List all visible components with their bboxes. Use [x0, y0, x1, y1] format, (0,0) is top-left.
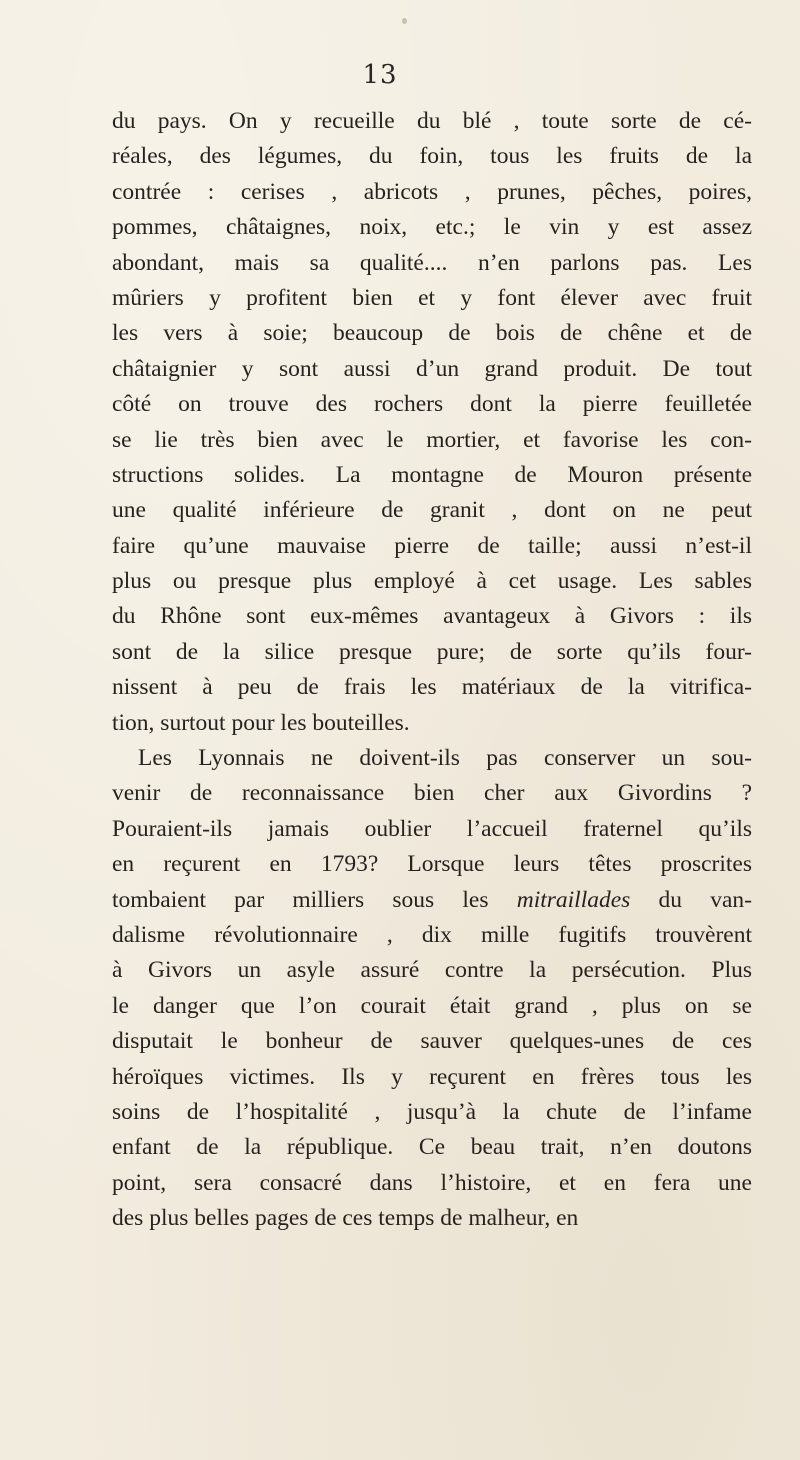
text-line: pommes, châtaignes, noix, etc.; le vin y est assez: [112, 214, 752, 241]
text-line: tombaient par milliers sous les mitraillades du van-: [112, 886, 752, 913]
text-line: faire qu’une mauvaise pierre de taille; aussi n’est-il: [112, 532, 752, 559]
text-line: châtaignier y sont aussi d’un grand produit. De tout: [112, 355, 752, 382]
text-line: Les Lyonnais ne doivent-ils pas conserver un sou-: [138, 745, 752, 772]
text-line: point, sera consacré dans l’histoire, et en fera une: [112, 1169, 752, 1196]
text-line: du pays. On y recueille du blé , toute sorte de cé-: [112, 108, 752, 134]
text-line: Pouraient-ils jamais oublier l’accueil fraternel qu’ils: [112, 815, 752, 842]
text-line: tion, surtout pour les bouteilles.: [112, 709, 410, 736]
text-line: dalisme révolutionnaire , dix mille fugitifs trouvèrent: [112, 921, 752, 948]
text-line: abondant, mais sa qualité.... n’en parlons pas. Les: [112, 249, 752, 276]
page-number: 13: [362, 60, 398, 90]
text-line: à Givors un asyle assuré contre la persécution. Plus: [112, 957, 752, 984]
text-line: du Rhône sont eux-mêmes avantageux à Givors : ils: [112, 603, 752, 630]
text-line: une qualité inférieure de granit , dont on ne peut: [112, 497, 752, 524]
text-line: héroïques victimes. Ils y reçurent en frères tous les: [112, 1063, 752, 1090]
text-line: le danger que l’on courait était grand , plus on se: [112, 992, 752, 1019]
text-line: structions solides. La montagne de Mouron présente: [112, 461, 752, 488]
text-line: contrée : cerises , abricots , prunes, pêches, poires,: [112, 178, 752, 205]
text-line: côté on trouve des rochers dont la pierre feuilletée: [112, 391, 752, 418]
text-line: sont de la silice presque pure; de sorte qu’ils four-: [112, 638, 752, 665]
italic-word: mitraillades: [516, 886, 631, 913]
text-line: nissent à peu de frais les matériaux de la vitrifica-: [112, 674, 752, 701]
text-line: plus ou presque plus employé à cet usage. Les sables: [112, 568, 752, 595]
text-line: soins de l’hospitalité , jusqu’à la chute de l’infame: [112, 1098, 752, 1125]
text-line: des plus belles pages de ces temps de malheur, en: [112, 1205, 579, 1232]
text-line: venir de reconnaissance bien cher aux Givordins ?: [112, 780, 752, 807]
body-text: [112, 104, 752, 1237]
text-line: les vers à soie; beaucoup de bois de chêne et de: [112, 320, 752, 347]
ink-speck: [402, 18, 407, 24]
text-line: en reçurent en 1793? Lorsque leurs têtes proscrites: [112, 851, 752, 878]
text-line: réales, des légumes, du foin, tous les fruits de la: [112, 143, 752, 170]
text-line: disputait le bonheur de sauver quelques-unes de ces: [112, 1028, 752, 1055]
text-line: se lie très bien avec le mortier, et favorise les con-: [112, 426, 752, 453]
text-line: enfant de la république. Ce beau trait, n’en doutons: [112, 1134, 752, 1161]
text-line: mûriers y profitent bien et y font élever avec fruit: [112, 284, 752, 311]
